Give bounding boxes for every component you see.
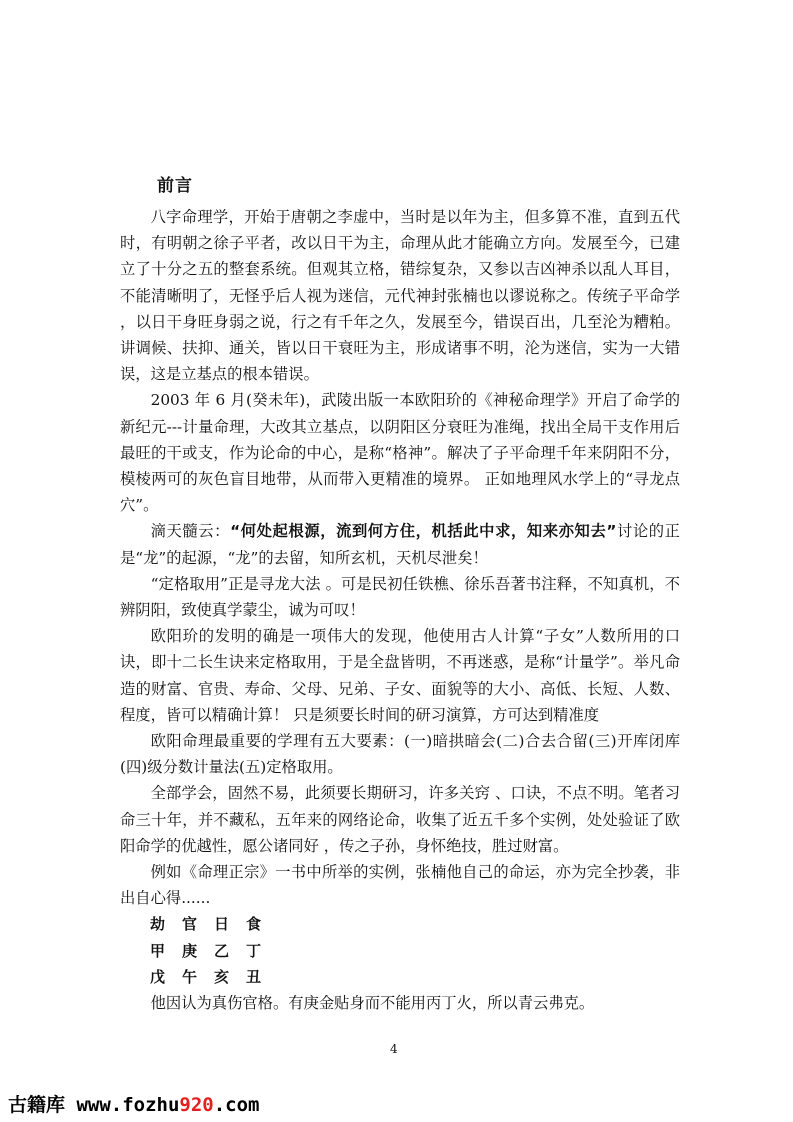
paragraph-3	[120, 518, 680, 570]
paragraph-4: “定格取用”正是寻龙大法 。可是民初任铁樵、徐乐吾著书注释，不知真机，不辨阴阳，致使真学蒙尘，诚为可叹！	[120, 574, 680, 620]
paragraph-6: 欧阳命理最重要的学理有五大要素：(一)暗拱暗会(二)合去合留(三)开库闭库(四)级分数计量法(五)定格取用。	[120, 732, 680, 777]
bazi-cell: 丁	[246, 941, 262, 960]
paragraph-3-prefix: 滴天髓云：	[150, 522, 231, 541]
paragraph-9: 他因认为真伤官格。有庚金贴身而不能用丙丁火，所以青云弗克。	[150, 994, 595, 1013]
watermark-brand: 古籍库	[8, 1094, 66, 1116]
paragraph-2: 2003 年 6 月(癸未年)，武陵出版一本欧阳玠的《神秘命理学》开启了命学的新纪元---计量命理，大改其立基点，以阴阳区分衰旺为准绳，找出全局干支作用后最旺的干或支，作为论命的中心，是称“格神”。解决了子平命理千年来阴阳不分，模棱两可的灰色盲目地带，从而带入更精准的境界。 正如地理风水学上的“寻龙点穴”。	[120, 391, 680, 515]
bazi-cell: 庚	[182, 941, 198, 960]
site-watermark	[8, 1090, 260, 1117]
bazi-chart	[120, 911, 680, 990]
bazi-cell: 丑	[246, 967, 262, 986]
paragraph-8: 例如《命理正宗》一书中所举的实例，张楠他自己的命运，亦为完全抄袭，非出自心得......	[120, 863, 680, 908]
bazi-cell: 亥	[214, 967, 230, 986]
bazi-cell: 食	[246, 915, 262, 934]
body-text	[120, 204, 680, 1016]
bazi-cell: 日	[214, 915, 230, 934]
bazi-cell: 午	[182, 967, 198, 986]
watermark-url-prefix: www.fozhu	[65, 1094, 180, 1116]
watermark-url-suffix: .com	[213, 1094, 260, 1116]
bazi-cell: 劫	[150, 915, 166, 934]
page-number: 4	[390, 1042, 398, 1056]
bazi-row-stems	[150, 938, 680, 964]
paragraph-3-suffix: 讨论的正是“龙”的起源，“龙”的去留，知所玄机，天机尽泄矣！	[120, 522, 680, 567]
bazi-cell: 官	[182, 915, 198, 934]
bazi-row-ten-gods	[150, 911, 680, 937]
paragraph-1: 八字命理学，开始于唐朝之李虚中，当时是以年为主，但多算不准，直到五代时，有明朝之徐子平者，改以日干为主，命理从此才能确立方向。发展至今，已建立了十分之五的整套系统。但观其立格，错综复杂，又参以吉凶神杀以乱人耳目，不能清晰明了，无怪乎后人视为迷信，元代神封张楠也以谬说称之。传统子平命学 ，以日干身旺身弱之说，行之有千年之久，发展至今，错误百出，几至沦为糟粕。讲调候、扶抑、通关，皆以日干衰旺为主，形成诸事不明，沦为迷信，实为一大错误，这是立基点的根本错误。	[120, 208, 680, 384]
watermark-url-number: 920	[179, 1094, 214, 1116]
bazi-cell: 乙	[214, 941, 230, 960]
page-title: 前言	[157, 176, 193, 196]
paragraph-7: 全部学会，固然不易，此须要长期研习，许多关窍 、口诀，不点不明。笔者习命三十年，并不藏私，五年来的网络论命，收集了近五千多个实例，处处验证了欧阳命学的优越性，愿公诸同好 ，传之子孙，身怀绝技，胜过财富。	[120, 784, 680, 855]
paragraph-3-quote: “何处起根源，流到何方住，机括此中求，知来亦知去”	[230, 522, 617, 541]
bazi-cell: 甲	[150, 941, 166, 960]
bazi-row-branches	[150, 964, 680, 990]
paragraph-5: 欧阳玠的发明的确是一项伟大的发现，他使用古人计算“子女”人数所用的口诀，即十二长生诀来定格取用，于是全盘皆明，不再迷惑，是称“计量学”。举凡命造的财富、官贵、寿命、父母、兄弟、子女、面貌等的大小、高低、长短、人数、程度，皆可以精确计算！ 只是须要长时间的研习演算，方可达到精准度	[120, 627, 680, 724]
bazi-cell: 戊	[150, 967, 166, 986]
